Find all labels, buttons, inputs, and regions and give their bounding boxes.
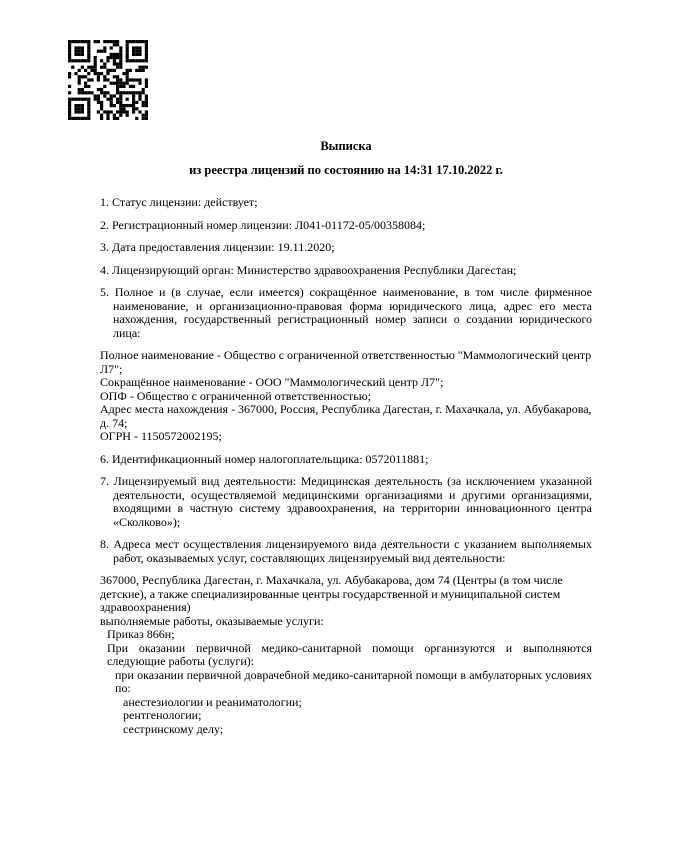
doc-line: выполняемые работы, оказываемые услуги: — [100, 613, 324, 628]
doc-line: Адрес места нахождения - 367000, Россия, Республика Дагестан, г. Махачкала, ул. Абубакарова, д. 74; — [100, 402, 592, 430]
qr-code-icon — [68, 40, 148, 120]
doc-line: 367000, Республика Дагестан, г. Махачкала, ул. Абубакарова, дом 74 (Центры (в том числе детские), а также специализированные центры государственной и муниципальной систем здравоохранения) — [100, 573, 563, 614]
doc-line: анестезиологии и реаниматологии; — [123, 694, 302, 709]
doc-line: 8. Адреса мест осуществления лицензируемого вида деятельности с указанием выполняемых работ, оказываемых услуг, составляющих лицензируемый вид деятельности: — [100, 537, 592, 565]
document-subtitle: из реестра лицензий по состоянию на 14:31 17.10.2022 г. — [189, 162, 503, 177]
doc-line: Сокращённое наименование - ООО "Маммологический центр Л7"; — [100, 375, 444, 389]
doc-line: 6. Идентификационный номер налогоплательщика: 0572011881; — [100, 451, 429, 466]
document-body — [100, 196, 592, 736]
doc-line: 4. Лицензирующий орган: Министерство здравоохранения Республики Дагестан; — [100, 262, 517, 277]
doc-line: 7. Лицензируемый вид деятельности: Медицинская деятельность (за исключением указанной деятельности, осуществляемой медицинскими организациями и другими организациями, входящими в частную систему здравоохранения, на территории инновационного центра «Сколково»); — [100, 474, 592, 529]
doc-line: ОГРН - 1150572002195; — [100, 429, 222, 443]
doc-line: сестринскому делу; — [123, 721, 224, 736]
doc-line: ОПФ - Общество с ограниченной ответственностью; — [100, 388, 372, 403]
doc-line: рентгенологии; — [123, 708, 202, 722]
doc-line: При оказании первичной медико-санитарной помощи организуются и выполняются следующие работы (услуги): — [107, 640, 592, 668]
document-title: Выписка — [320, 139, 372, 153]
doc-line: при оказании первичной доврачебной медико-санитарной помощи в амбулаторных условиях по: — [115, 667, 592, 695]
document-content — [100, 140, 592, 736]
doc-line: 5. Полное и (в случае, если имеется) сокращённое наименование, в том числе фирменное наименование, и организационно-правовая форма юридического лица, адрес его места нахождения, государственный регистрационный номер записи о создании юридического лица: — [100, 285, 592, 340]
doc-line: 1. Статус лицензии: действует; — [100, 195, 258, 209]
doc-line: 3. Дата предоставления лицензии: 19.11.2020; — [100, 240, 335, 254]
doc-line: 2. Регистрационный номер лицензии: Л041-01172-05/00358084; — [100, 217, 426, 232]
doc-line: Приказ 866н; — [107, 627, 175, 641]
doc-line: Полное наименование - Общество с ограниченной ответственностью "Маммологический центр Л7"; — [100, 348, 592, 376]
